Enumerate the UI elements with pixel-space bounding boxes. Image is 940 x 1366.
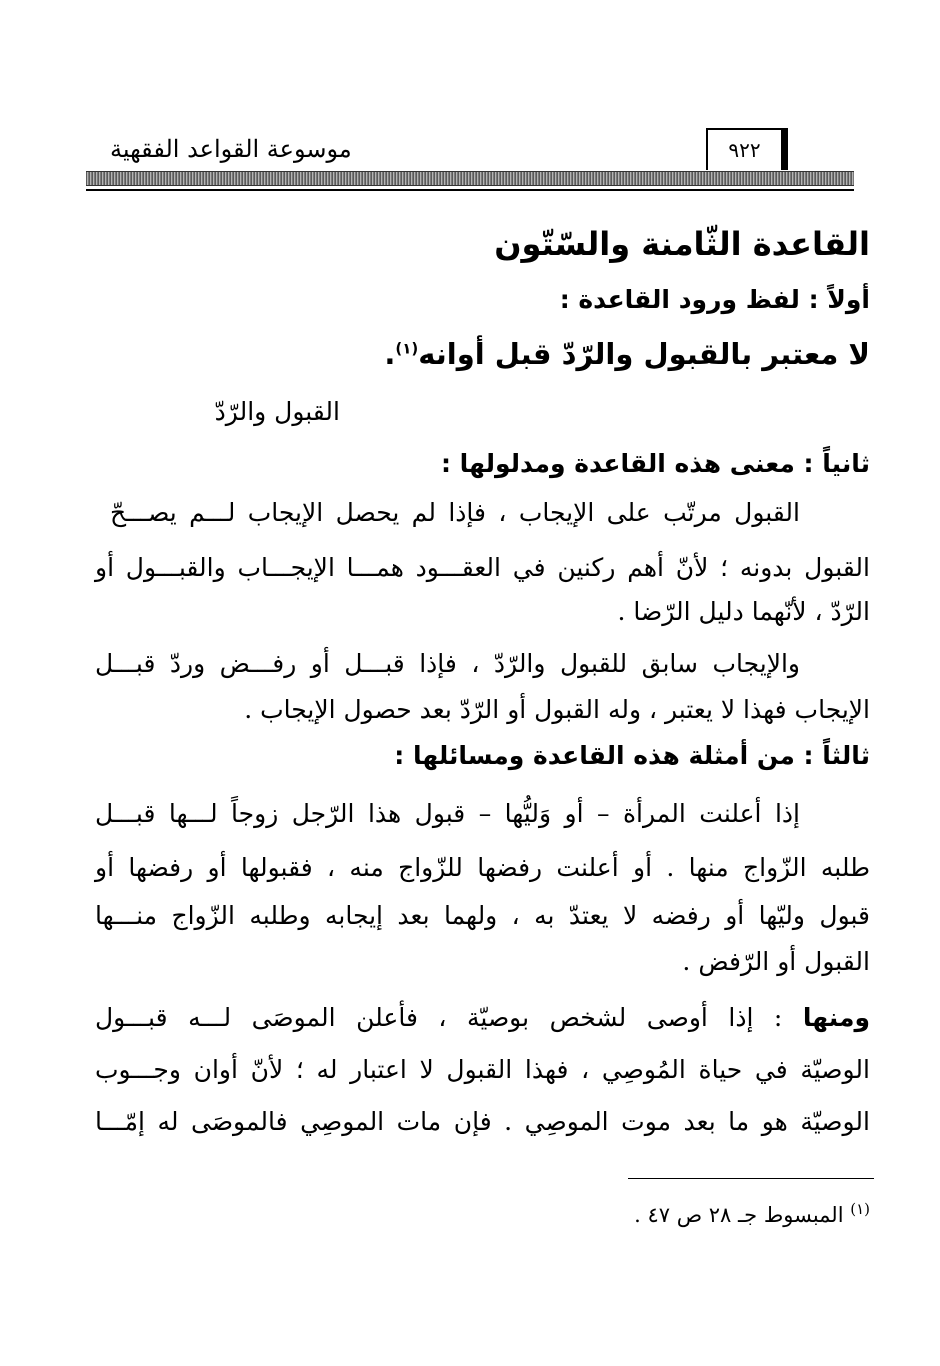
footnote-ref: (١) [850, 1200, 870, 1218]
example-label: ومنها [802, 1003, 870, 1032]
paragraph-line [95, 998, 870, 1038]
paragraph-line: القبول بدونه ؛ لأنّ أهم ركنين في العقـــود همـــا الإيجـــاب والقبـــول أو [95, 553, 870, 582]
paragraph-line: إذا أعلنت المرأة – أو وَليُّها – قبول هذا الرّجل زوجاً لـــها قبـــل [95, 799, 800, 828]
header-rule [86, 189, 854, 191]
example-text: : إذا أوصى لشخص بوصيّة ، فأعلن الموصَى لـــه قبـــول [95, 1003, 803, 1032]
rule-title: القاعدة الثّامنة والسّتّون [494, 225, 870, 263]
section-heading-1: أولاً : لفظ ورود القاعدة : [559, 285, 870, 314]
section-heading-3: ثالثاً : من أمثلة هذه القاعدة ومسائلها : [394, 741, 870, 770]
book-title: موسوعة القواعد الفقهية [110, 135, 352, 163]
rule-statement-end: . [384, 337, 396, 371]
paragraph-line: الرّدّ ، لأنّهما دليل الرّضا . [617, 597, 870, 626]
paragraph-line: قبول وليّها أو رفضه لا يعتدّ به ، ولهما بعد إيجابه وطلبه الزّواج منـــها [95, 901, 870, 930]
page-number: ٩٢٢ [706, 128, 788, 170]
footnote [634, 1198, 870, 1232]
section-heading-2: ثانياً : معنى هذه القاعدة ومدلولها : [440, 449, 870, 478]
paragraph-line: طلبه الزّواج منها . أو أعلنت رفضها للزّواج منه ، فقبولها أو رفضها أو [95, 853, 870, 882]
paragraph-line: القبول أو الرّفض . [682, 947, 870, 976]
rule-statement-text: لا معتبر بالقبول والرّدّ قبل أوانه [418, 337, 870, 371]
footnote-text: المبسوط جـ ٢٨ ص ٤٧ . [634, 1203, 844, 1227]
rule-statement [384, 332, 870, 376]
paragraph-line: القبول مرتّب على الإيجاب ، فإذا لم يحصل الإيجاب لـــم يصـــحّ [110, 498, 800, 527]
paragraph-line: الإيجاب فهذا لا يعتبر ، وله القبول أو الرّدّ بعد حصول الإيجاب . [244, 695, 870, 724]
footnote-rule [628, 1178, 874, 1179]
footnote-marker: (١) [395, 339, 419, 358]
paragraph-line: الوصيّة هو ما بعد موت الموصِي . فإن مات الموصِي فالموصَى له إمّـــا [95, 1107, 870, 1136]
paragraph-line: الوصيّة في حياة المُوصِي ، فهذا القبول لا اعتبار له ؛ لأنّ أوان وجـــوب [95, 1055, 870, 1084]
header-band [86, 171, 854, 186]
paragraph-line: والإيجاب سابق للقبول والرّدّ ، فإذا قبـــل أو رفـــض وردّ قبـــل [95, 649, 800, 678]
short-form: القبول والرّدّ [214, 397, 340, 426]
